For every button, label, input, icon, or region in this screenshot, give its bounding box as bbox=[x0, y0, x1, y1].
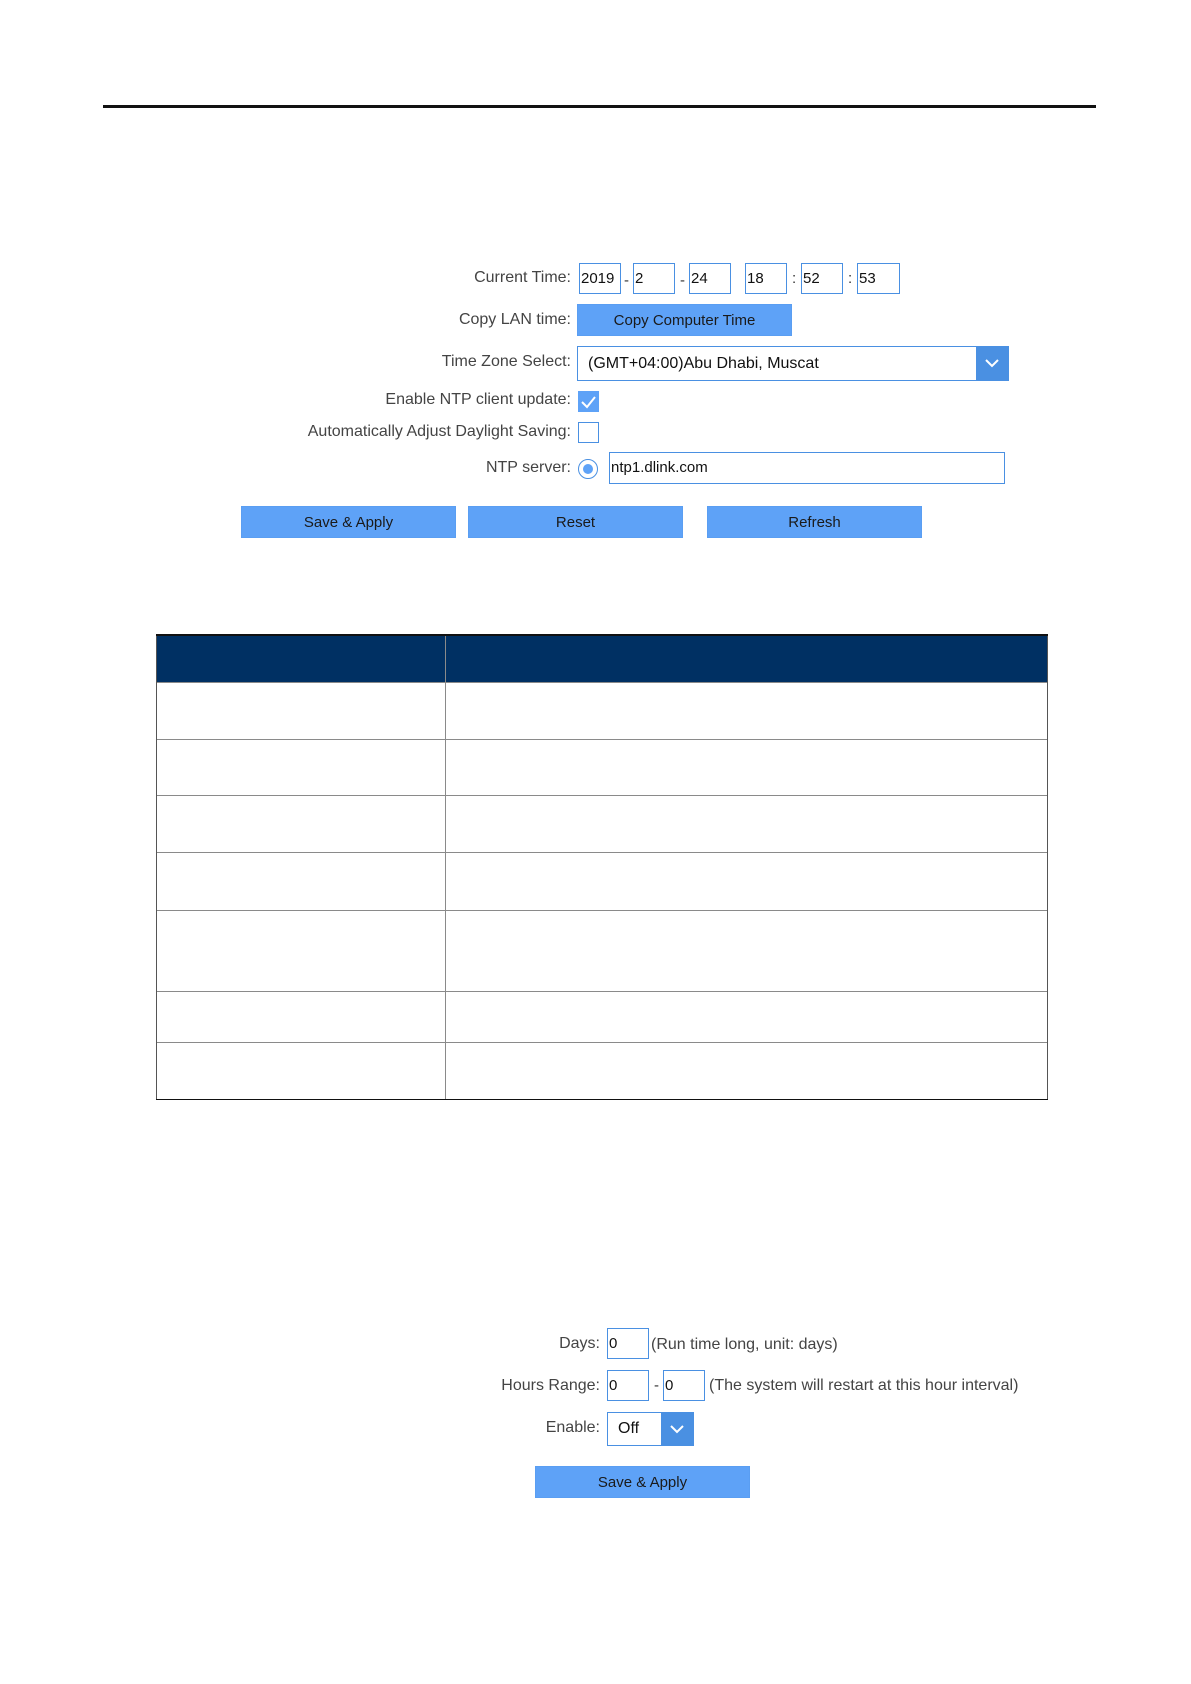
days-label: Days: bbox=[559, 1335, 600, 1352]
table-row bbox=[157, 853, 1048, 910]
table-row bbox=[157, 796, 1048, 853]
radio-dot-icon bbox=[583, 464, 593, 474]
table-cell bbox=[446, 991, 1048, 1042]
second-field[interactable]: 53 bbox=[857, 263, 900, 294]
hours-range-label: Hours Range: bbox=[501, 1377, 600, 1394]
table-header-cell bbox=[446, 635, 1048, 683]
date-separator: - bbox=[624, 272, 629, 289]
daylight-saving-checkbox[interactable] bbox=[578, 422, 599, 443]
table-cell bbox=[446, 1042, 1048, 1099]
table-cell bbox=[446, 910, 1048, 991]
table-cell bbox=[446, 740, 1048, 796]
time-separator: : bbox=[792, 270, 797, 287]
daylight-saving-label: Automatically Adjust Daylight Saving: bbox=[307, 423, 571, 440]
copy-computer-time-button[interactable]: Copy Computer Time bbox=[577, 304, 792, 336]
hour-field[interactable]: 18 bbox=[745, 263, 787, 294]
table-header-row bbox=[157, 635, 1048, 683]
table-row bbox=[157, 991, 1048, 1042]
current-time-label: Current Time: bbox=[474, 269, 571, 286]
reboot-save-apply-button[interactable]: Save & Apply bbox=[535, 1466, 750, 1498]
ntp-server-label: NTP server: bbox=[485, 459, 571, 476]
year-field[interactable]: 2019 bbox=[579, 263, 621, 294]
checkmark-icon bbox=[579, 392, 598, 411]
days-hint: (Run time long, unit: days) bbox=[651, 1336, 838, 1353]
hours-separator: - bbox=[654, 1377, 659, 1394]
save-apply-button[interactable]: Save & Apply bbox=[241, 506, 456, 538]
table-cell bbox=[446, 796, 1048, 853]
table-row bbox=[157, 1042, 1048, 1099]
copy-lan-time-label: Copy LAN time: bbox=[458, 311, 571, 328]
table-row bbox=[157, 910, 1048, 991]
table-cell bbox=[157, 991, 446, 1042]
ntp-server-radio[interactable] bbox=[578, 459, 598, 479]
enable-label: Enable: bbox=[545, 1419, 600, 1436]
page-header-rule bbox=[103, 105, 1096, 108]
hours-from-input[interactable]: 0 bbox=[607, 1370, 649, 1401]
time-zone-value: (GMT+04:00)Abu Dhabi, Muscat bbox=[588, 354, 819, 372]
enable-ntp-label: Enable NTP client update: bbox=[385, 391, 571, 408]
enable-select[interactable] bbox=[607, 1412, 694, 1446]
day-field[interactable]: 24 bbox=[689, 263, 731, 294]
table-cell bbox=[157, 683, 446, 740]
table-cell bbox=[446, 853, 1048, 910]
hours-hint: (The system will restart at this hour interval) bbox=[709, 1377, 1019, 1394]
month-field[interactable]: 2 bbox=[633, 263, 675, 294]
table-row bbox=[157, 683, 1048, 740]
minute-field[interactable]: 52 bbox=[801, 263, 843, 294]
enable-select-value: Off bbox=[618, 1420, 640, 1437]
time-zone-label: Time Zone Select: bbox=[441, 353, 571, 370]
table-header-cell bbox=[157, 635, 446, 683]
date-separator: - bbox=[680, 272, 685, 289]
table-cell bbox=[157, 1042, 446, 1099]
reset-button[interactable]: Reset bbox=[468, 506, 683, 538]
table-cell bbox=[446, 683, 1048, 740]
enable-ntp-checkbox[interactable] bbox=[578, 391, 599, 412]
refresh-button[interactable]: Refresh bbox=[707, 506, 922, 538]
days-input[interactable]: 0 bbox=[607, 1328, 649, 1359]
chevron-down-icon[interactable] bbox=[976, 347, 1008, 380]
chevron-down-icon[interactable] bbox=[661, 1413, 693, 1445]
table-cell bbox=[157, 796, 446, 853]
parameter-table bbox=[156, 634, 1048, 1100]
table-cell bbox=[157, 853, 446, 910]
time-separator: : bbox=[848, 270, 853, 287]
hours-to-input[interactable]: 0 bbox=[663, 1370, 705, 1401]
ntp-server-input[interactable]: ntp1.dlink.com bbox=[609, 452, 1005, 484]
time-zone-select[interactable] bbox=[577, 346, 1009, 381]
table-cell bbox=[157, 910, 446, 991]
table-row bbox=[157, 740, 1048, 796]
table-cell bbox=[157, 740, 446, 796]
